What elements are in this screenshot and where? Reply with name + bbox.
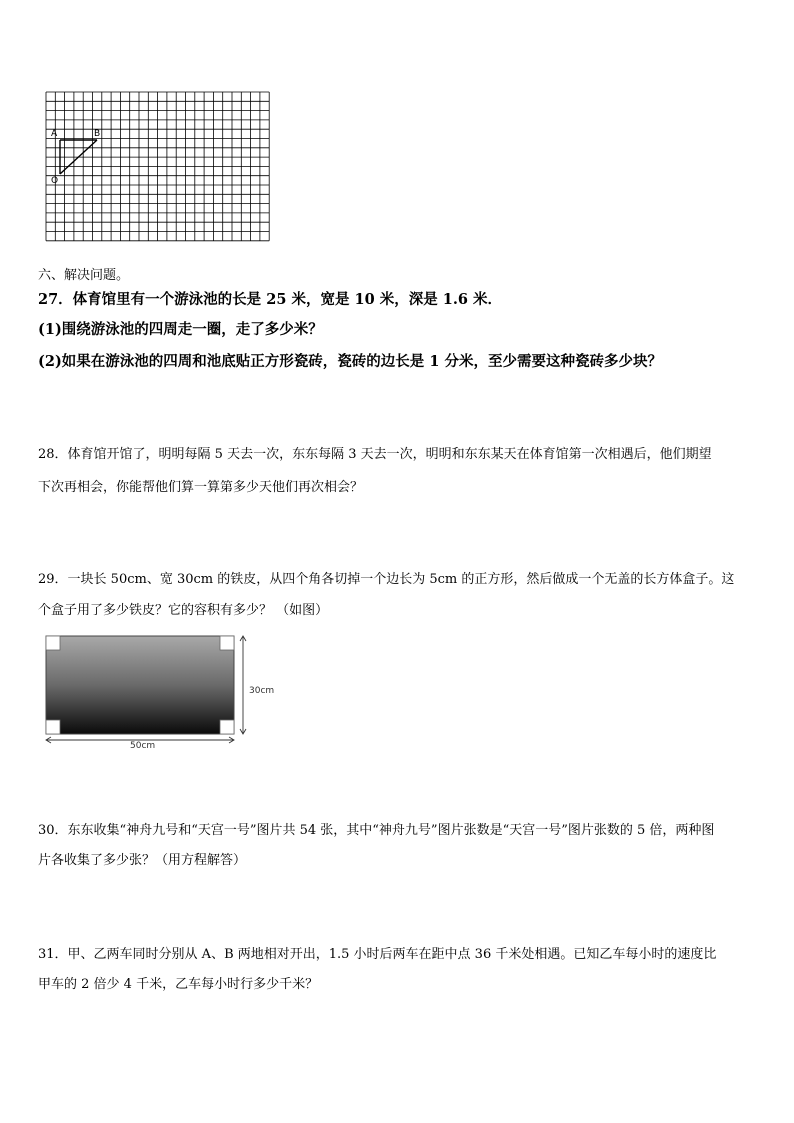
question-31-line-1: 31．甲、乙两车同时分别从 A、B 两地相对开出，1.5 小时后两车在距中点 36 千米处相遇。已知乙车每小时的速度比 — [38, 947, 717, 962]
grid-figure — [40, 88, 272, 248]
question-29-line-1: 29．一块长 50cm、宽 30cm 的铁皮，从四个角各切掉一个边长为 5cm 的正方形，然后做成一个无盖的长方体盒子。这 — [38, 572, 735, 587]
point-label-b: B — [94, 129, 101, 139]
point-label-a: A — [51, 129, 58, 139]
question-27-part-2: (2)如果在游泳池的四周和池底贴正方形瓷砖，瓷砖的边长是 1 分米，至少需要这种瓷砖多少块？ — [38, 353, 662, 370]
question-27-stem: 27．体育馆里有一个游泳池的长是 25 米，宽是 10 米，深是 1.6 米． — [38, 291, 503, 308]
corner-square-top-left — [46, 636, 60, 650]
height-label: 30cm — [249, 686, 275, 696]
width-label: 50cm — [130, 741, 156, 750]
question-30-line-1: 30．东东收集“神舟九号和“天宫一号”图片共 54 张，其中“神舟九号”图片张数是“天宫一号”图片张数的 5 倍，两种图 — [38, 823, 715, 838]
question-29-line-2: 个盒子用了多少铁皮？它的容积有多少？ （如图） — [38, 603, 329, 618]
question-28-line-1: 28．体育馆开馆了，明明每隔 5 天去一次，东东每隔 3 天去一次，明明和东东某天在体育馆第一次相遇后，他们期望 — [38, 447, 712, 462]
question-27-part-1: (1)围绕游泳池的四周走一圈，走了多少米？ — [38, 321, 323, 338]
metal-sheet — [46, 636, 234, 734]
section-title: 六、解决问题。 — [38, 268, 130, 283]
question-31-line-2: 甲车的 2 倍少 4 千米，乙车每小时行多少千米？ — [38, 977, 319, 992]
point-label-o: O — [51, 176, 59, 186]
question-28-line-2: 下次再相会，你能帮他们算一算第多少天他们再次相会？ — [38, 480, 364, 495]
question-30-line-2: 片各收集了多少张？（用方程解答） — [38, 853, 247, 868]
corner-square-top-right — [220, 636, 234, 650]
corner-square-bottom-left — [46, 720, 60, 734]
metal-sheet-figure — [38, 628, 288, 750]
corner-square-bottom-right — [220, 720, 234, 734]
